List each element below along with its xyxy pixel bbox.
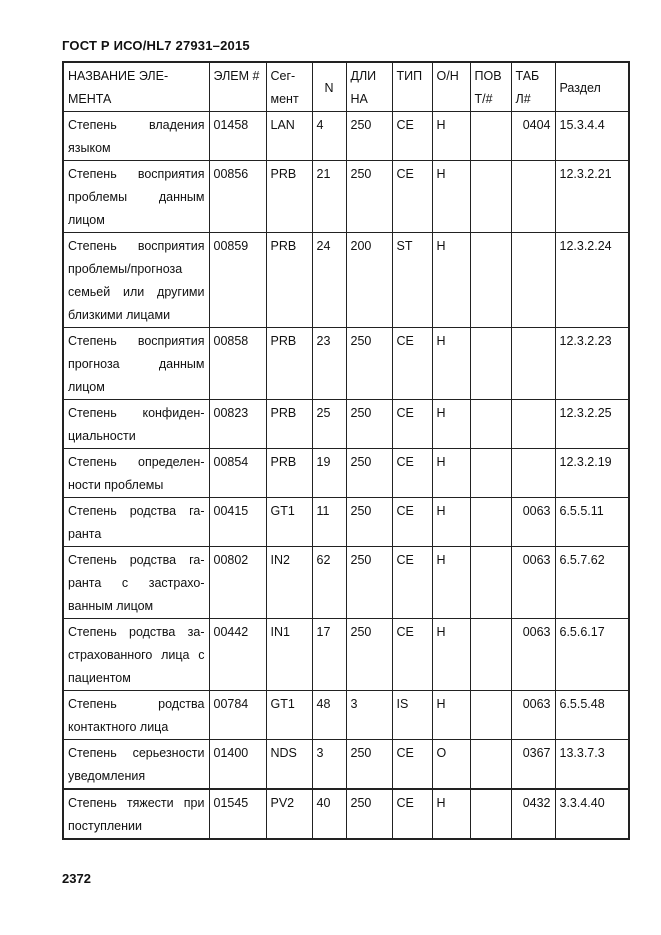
cell-table: 0063 <box>511 691 555 740</box>
cell-table <box>511 449 555 498</box>
cell-n: 3 <box>312 740 346 790</box>
cell-opt: Н <box>432 328 470 400</box>
cell-name: Степень владения языком <box>63 112 209 161</box>
cell-opt: Н <box>432 449 470 498</box>
cell-n: 62 <box>312 547 346 619</box>
table-row <box>63 449 629 498</box>
cell-segment: GT1 <box>266 691 312 740</box>
cell-type: CE <box>392 449 432 498</box>
cell-n: 4 <box>312 112 346 161</box>
table-row <box>63 789 629 839</box>
cell-name: Степень конфиден-циальности <box>63 400 209 449</box>
cell-rep <box>470 449 511 498</box>
cell-n: 24 <box>312 233 346 328</box>
cell-segment: PRB <box>266 233 312 328</box>
cell-section: 12.3.2.21 <box>555 161 629 233</box>
cell-segment: PRB <box>266 328 312 400</box>
cell-type: CE <box>392 400 432 449</box>
cell-type: CE <box>392 789 432 839</box>
cell-name: Степень родства га-ранта с застрахо-ванным лицом <box>63 547 209 619</box>
page-number: 2372 <box>62 871 91 886</box>
cell-opt: Н <box>432 789 470 839</box>
column-header-segment: Сег-мент <box>266 62 312 112</box>
cell-length: 250 <box>346 449 392 498</box>
cell-table: 0063 <box>511 619 555 691</box>
cell-opt: Н <box>432 547 470 619</box>
cell-length: 250 <box>346 619 392 691</box>
cell-table <box>511 400 555 449</box>
cell-table: 0367 <box>511 740 555 790</box>
cell-n: 40 <box>312 789 346 839</box>
cell-section: 6.5.6.17 <box>555 619 629 691</box>
cell-table: 0432 <box>511 789 555 839</box>
cell-n: 25 <box>312 400 346 449</box>
cell-segment: LAN <box>266 112 312 161</box>
cell-n: 23 <box>312 328 346 400</box>
cell-opt: Н <box>432 619 470 691</box>
cell-name: Степень тяжести при поступлении <box>63 789 209 839</box>
cell-rep <box>470 112 511 161</box>
cell-length: 3 <box>346 691 392 740</box>
column-header-length: ДЛИ НА <box>346 62 392 112</box>
table-header-row <box>63 62 629 112</box>
cell-rep <box>470 619 511 691</box>
cell-elem: 00859 <box>209 233 266 328</box>
cell-opt: Н <box>432 233 470 328</box>
cell-type: CE <box>392 161 432 233</box>
cell-type: CE <box>392 112 432 161</box>
cell-rep <box>470 789 511 839</box>
cell-rep <box>470 740 511 790</box>
cell-segment: PRB <box>266 400 312 449</box>
cell-segment: IN1 <box>266 619 312 691</box>
cell-name: Степень определен-ности проблемы <box>63 449 209 498</box>
cell-section: 12.3.2.25 <box>555 400 629 449</box>
cell-section: 3.3.4.40 <box>555 789 629 839</box>
cell-rep <box>470 400 511 449</box>
table-row <box>63 691 629 740</box>
cell-table <box>511 161 555 233</box>
cell-rep <box>470 498 511 547</box>
cell-elem: 01545 <box>209 789 266 839</box>
cell-elem: 01400 <box>209 740 266 790</box>
cell-segment: PV2 <box>266 789 312 839</box>
column-header-section: Раздел <box>555 62 629 112</box>
cell-n: 17 <box>312 619 346 691</box>
cell-section: 6.5.5.48 <box>555 691 629 740</box>
cell-section: 15.3.4.4 <box>555 112 629 161</box>
cell-type: CE <box>392 328 432 400</box>
cell-segment: NDS <box>266 740 312 790</box>
cell-segment: GT1 <box>266 498 312 547</box>
table-row <box>63 547 629 619</box>
table-row <box>63 328 629 400</box>
document-header: ГОСТ Р ИСО/HL7 27931–2015 <box>62 38 250 53</box>
cell-section: 12.3.2.19 <box>555 449 629 498</box>
cell-type: IS <box>392 691 432 740</box>
column-header-elem: ЭЛЕМ # <box>209 62 266 112</box>
cell-section: 6.5.7.62 <box>555 547 629 619</box>
cell-elem: 00442 <box>209 619 266 691</box>
cell-elem: 00802 <box>209 547 266 619</box>
cell-opt: Н <box>432 400 470 449</box>
column-header-table: ТАБ Л# <box>511 62 555 112</box>
table-row <box>63 233 629 328</box>
cell-table: 0063 <box>511 498 555 547</box>
cell-name: Степень восприятия проблемы/прогноза семьей или другими близкими лицами <box>63 233 209 328</box>
cell-name: Степень восприятия проблемы данным лицом <box>63 161 209 233</box>
cell-n: 11 <box>312 498 346 547</box>
table-row <box>63 112 629 161</box>
cell-type: CE <box>392 740 432 790</box>
cell-segment: PRB <box>266 449 312 498</box>
cell-elem: 01458 <box>209 112 266 161</box>
cell-length: 250 <box>346 789 392 839</box>
cell-name: Степень серьезности уведомления <box>63 740 209 790</box>
cell-rep <box>470 691 511 740</box>
column-header-n: N <box>312 62 346 112</box>
cell-name: Степень родства га-ранта <box>63 498 209 547</box>
cell-opt: Н <box>432 161 470 233</box>
cell-opt: О <box>432 740 470 790</box>
cell-table <box>511 328 555 400</box>
cell-section: 12.3.2.23 <box>555 328 629 400</box>
cell-elem: 00823 <box>209 400 266 449</box>
column-header-rep: ПОВ Т/# <box>470 62 511 112</box>
cell-opt: Н <box>432 691 470 740</box>
cell-length: 250 <box>346 547 392 619</box>
cell-table: 0063 <box>511 547 555 619</box>
cell-elem: 00858 <box>209 328 266 400</box>
cell-n: 48 <box>312 691 346 740</box>
cell-opt: Н <box>432 498 470 547</box>
cell-section: 13.3.7.3 <box>555 740 629 790</box>
data-elements-table <box>62 61 630 840</box>
cell-elem: 00784 <box>209 691 266 740</box>
column-header-opt: О/Н <box>432 62 470 112</box>
cell-segment: PRB <box>266 161 312 233</box>
cell-n: 19 <box>312 449 346 498</box>
cell-table: 0404 <box>511 112 555 161</box>
table-row <box>63 161 629 233</box>
cell-rep <box>470 547 511 619</box>
cell-type: CE <box>392 498 432 547</box>
cell-name: Степень родства за-страхованного лица с пациентом <box>63 619 209 691</box>
cell-rep <box>470 233 511 328</box>
cell-type: CE <box>392 619 432 691</box>
table-row <box>63 740 629 790</box>
column-header-type: ТИП <box>392 62 432 112</box>
table-row <box>63 400 629 449</box>
cell-elem: 00856 <box>209 161 266 233</box>
cell-section: 6.5.5.11 <box>555 498 629 547</box>
cell-n: 21 <box>312 161 346 233</box>
cell-elem: 00854 <box>209 449 266 498</box>
cell-rep <box>470 161 511 233</box>
cell-length: 250 <box>346 740 392 790</box>
cell-segment: IN2 <box>266 547 312 619</box>
cell-length: 200 <box>346 233 392 328</box>
cell-length: 250 <box>346 161 392 233</box>
cell-type: CE <box>392 547 432 619</box>
cell-name: Степень родства контактного лица <box>63 691 209 740</box>
cell-rep <box>470 328 511 400</box>
cell-section: 12.3.2.24 <box>555 233 629 328</box>
table-row <box>63 498 629 547</box>
column-header-name: НАЗВАНИЕ ЭЛЕ-МЕНТА <box>63 62 209 112</box>
cell-length: 250 <box>346 112 392 161</box>
cell-elem: 00415 <box>209 498 266 547</box>
cell-length: 250 <box>346 400 392 449</box>
table-row <box>63 619 629 691</box>
cell-length: 250 <box>346 498 392 547</box>
cell-table <box>511 233 555 328</box>
cell-name: Степень восприятия прогноза данным лицом <box>63 328 209 400</box>
cell-opt: Н <box>432 112 470 161</box>
cell-length: 250 <box>346 328 392 400</box>
cell-type: ST <box>392 233 432 328</box>
